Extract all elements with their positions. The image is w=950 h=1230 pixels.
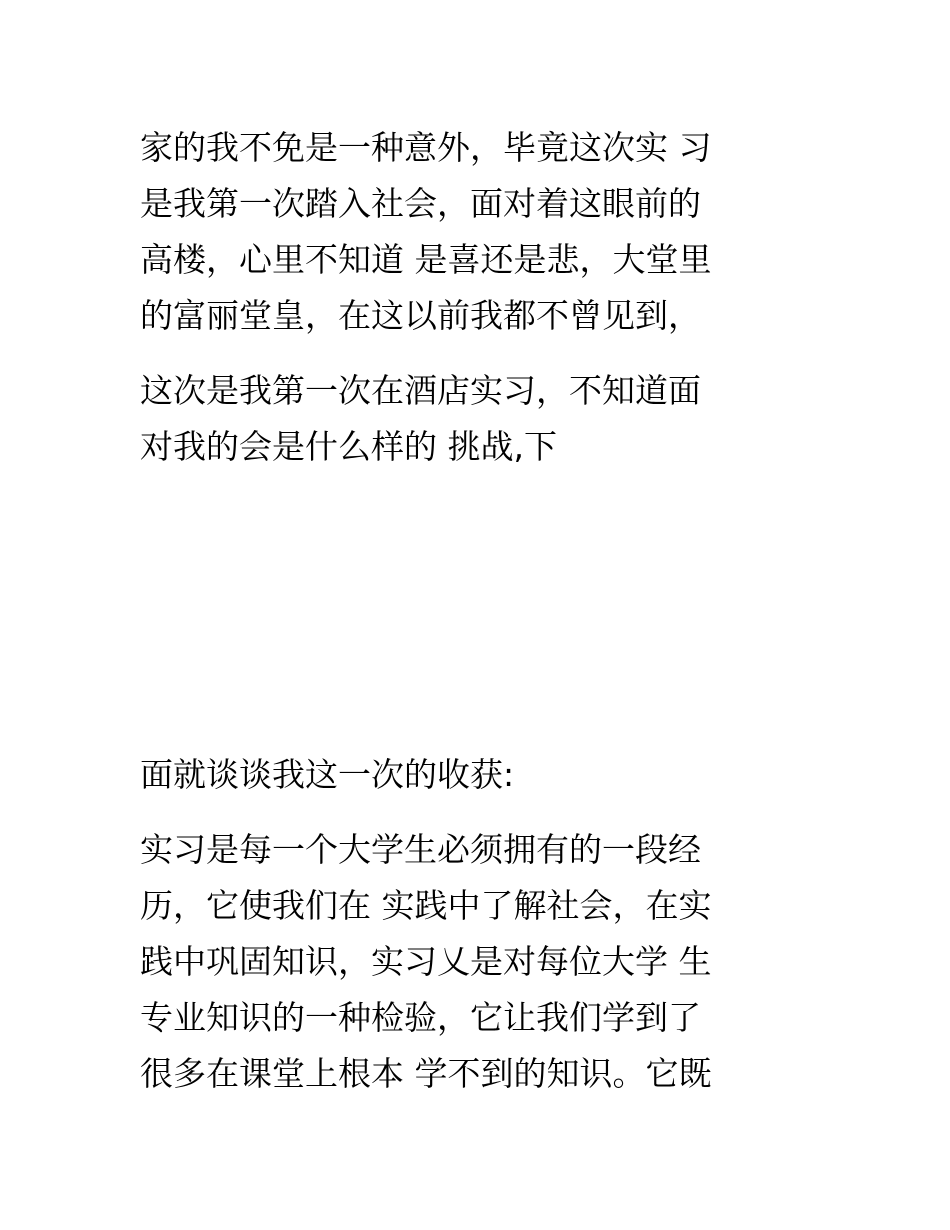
text-line: 专业知识的一种检验，它让我们学到了 bbox=[140, 998, 701, 1037]
text-line: 的富丽堂皇，在这以前我都不曾见到， bbox=[140, 296, 701, 335]
text-line: 实习是每一个大学生必须拥有的一段经 bbox=[140, 830, 701, 869]
paragraph-internship-value bbox=[140, 822, 800, 1102]
text-line: 家的我不免是一种意外，毕竟这次实 习 bbox=[140, 128, 712, 167]
text-line: 历，它使我们在 实践中了解社会，在实 bbox=[140, 886, 712, 925]
text-line: 是我第一次踏入社会，面对着这眼前的 bbox=[140, 184, 701, 223]
text-line: 这次是我第一次在酒店实习，不知道面 bbox=[140, 371, 701, 410]
text-line: 面就谈谈我这一次的收获: bbox=[140, 755, 515, 794]
text-line: 高楼，心里不知道 是喜还是悲，大堂里 bbox=[140, 240, 712, 279]
text-line: 很多在课堂上根本 学不到的知识。它既 bbox=[140, 1054, 712, 1093]
paragraph-harvest-heading bbox=[140, 747, 800, 803]
paragraph-intro bbox=[140, 120, 800, 344]
text-line: 对我的会是什么样的 挑战,下 bbox=[140, 427, 557, 466]
paragraph-hotel-internship bbox=[140, 363, 800, 475]
text-line: 践中巩固知识，实习乂是对每位大学 生 bbox=[140, 942, 712, 981]
